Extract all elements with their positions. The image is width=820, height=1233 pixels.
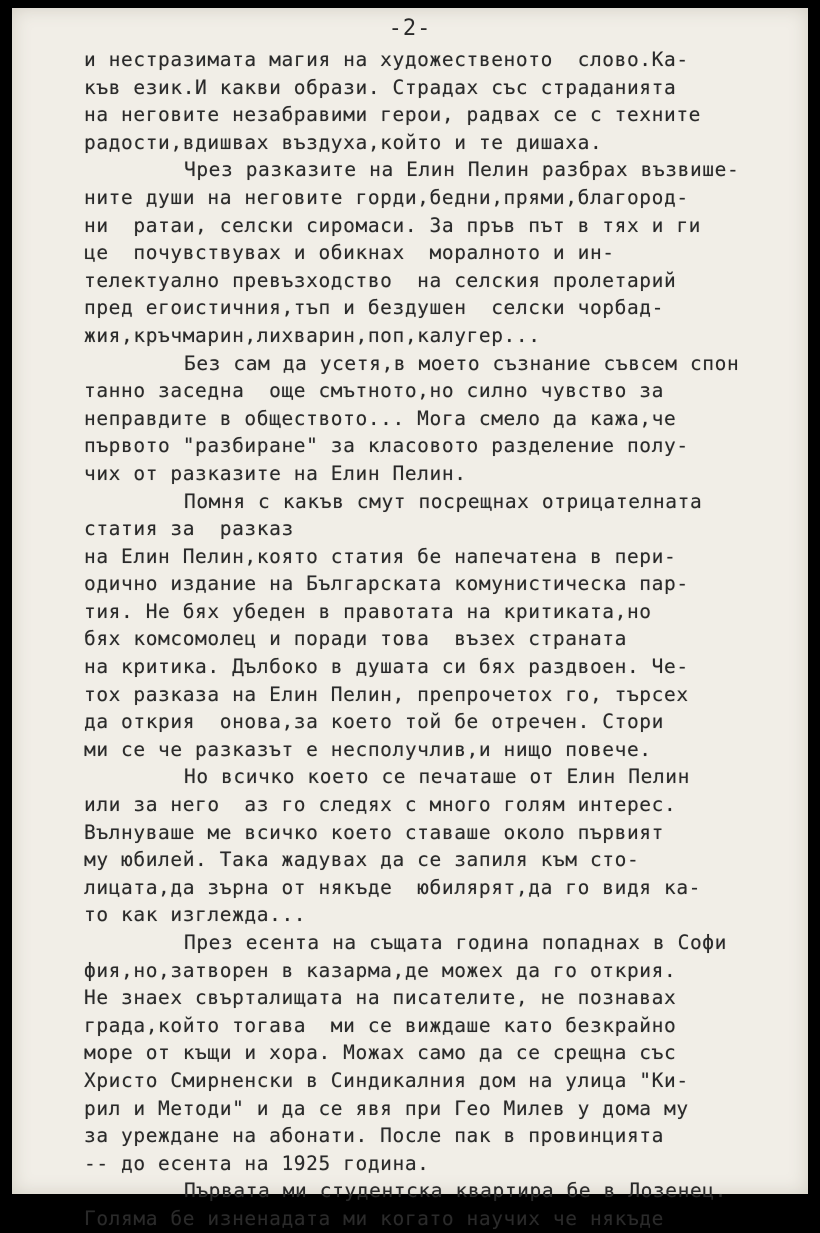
text-line: телектуално превъзходство на селския пролетарий [84,268,677,292]
text-line: танно заседна още смътното,но силно чувство за [84,379,664,403]
paragraph-first-line: Но всичко което се печаташе от Елин Пелин [184,765,690,789]
text-line: жия,кръчмарин,лихварин,поп,калугер... [84,323,541,347]
text-line: одично издание на Българската комунистическа пар- [84,572,689,596]
text-line: ните души на неговите горди,бедни,прями,благород- [84,185,689,209]
body-text [84,46,804,1233]
paragraph-first-line: Първата ми студентска квартира бе в Лозенец. [184,1179,727,1203]
text-line: на неговите незабравими герои, радвах се с техните [84,103,701,127]
text-line: неправдите в обществото... Мога смело да кажа,че [84,406,677,430]
paragraph-first-line: Чрез разказите на Елин Пелин разбрах възвише- [184,158,740,182]
text-line: да открия онова,за което той бе отречен. Стори [84,710,664,734]
text-line: и нестразимата магия на художественото слово.Ка- [84,48,689,71]
paragraph-first-line: През есента на същата година попаднах в Софи [184,931,727,954]
text-line: на Елин Пелин,която статия бе напечатена в пери- [84,544,677,568]
text-line: радости,вдишвах въздуха,който и те дишаха. [84,130,603,154]
text-line: то как изглежда... [84,903,307,927]
text-line: -- до есента на 1925 година. [84,1151,430,1175]
text-line: ми се че разказът е несполучлив,и нищо повече. [84,737,652,761]
text-line: тия. Не бях убеден в правотата на критиката,но [84,599,652,623]
text-line: пред егоистичния,тъп и бездушен селски чорбад- [84,296,664,320]
typewritten-page [12,8,808,1230]
text-line: Христо Смирненски в Синдикалния дом на улица "Ки- [84,1068,689,1092]
text-line: тох разказа на Елин Пелин, препрочетох го, търсех [84,682,689,706]
text-line: чих от разказите на Елин Пелин. [84,461,467,485]
text-line: къв език.И какви образи. Страдах със страданията [84,75,677,99]
text-line: ни ратаи, селски сиромаси. За пръв път в тях и ги [84,213,701,237]
text-line: море от къщи и хора. Можах само да се срещна със [84,1041,677,1065]
text-line: Вълнуваше ме всичко което ставаше около първият [84,820,664,844]
text-line: Не знаех свърталищата на писателите, не познавах [84,986,677,1010]
text-line: рил и Методи" и да се явя при Гео Милев у дома му [84,1096,689,1120]
text-line: за уреждане на абонати. После пак в провинцията [84,1124,664,1148]
paragraph-first-line: Помня с какъв смут посрещнах отрицателната [184,489,703,513]
text-line: града,който тогава ми се виждаше като безкрайно [84,1013,677,1037]
text-line: фия,но,затворен в казарма,де можех да го открия. [84,958,677,982]
text-line: лицата,да зърна от някъде юбилярят,да го видя ка- [84,875,701,899]
text-line: статия за разказ [84,517,294,541]
text-line: Голяма бе изненадата ми когато научих че някъде [84,1206,664,1230]
text-line: първото "разбиране" за класовото разделение полу- [84,434,689,458]
text-line: бях комсомолец и поради това възех страната [84,627,627,651]
text-line: или за него аз го следях с много голям интерес. [84,793,677,817]
paragraph-first-line: Без сам да усетя,в моето съзнание съвсем спон [184,351,740,375]
text-line: це почувствувах и обикнах моралното и ин- [84,241,615,265]
page-number: -2- [388,16,432,41]
text-line: му юбилей. Така жадувах да се запиля към сто- [84,848,640,872]
text-line: на критика. Дълбоко в душата си бях раздвоен. Че- [84,655,689,679]
